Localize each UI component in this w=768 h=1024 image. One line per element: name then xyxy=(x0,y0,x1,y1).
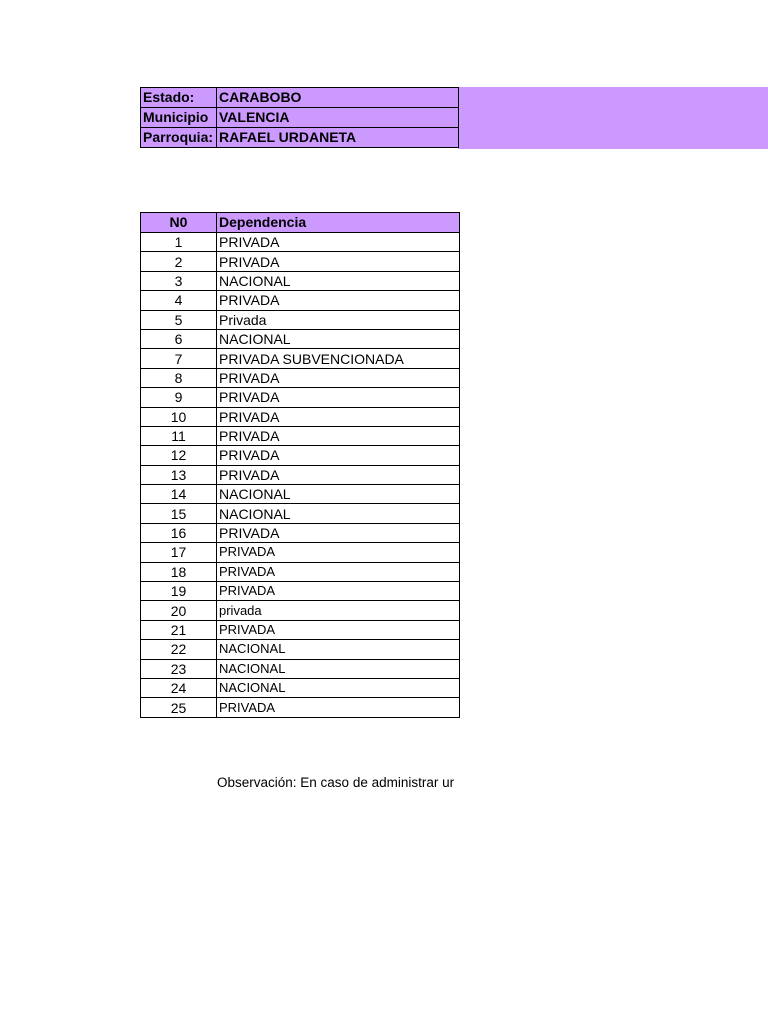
row-number: 12 xyxy=(141,446,217,465)
row-dependencia: PRIVADA xyxy=(217,407,460,426)
table-row xyxy=(141,446,460,465)
row-dependencia: NACIONAL xyxy=(217,640,460,659)
table-row xyxy=(141,291,460,310)
municipio-label: Municipio xyxy=(141,108,217,128)
parroquia-row xyxy=(141,128,459,148)
row-dependencia: PRIVADA xyxy=(217,543,460,562)
row-dependencia: NACIONAL xyxy=(217,485,460,504)
table-row xyxy=(141,523,460,542)
estado-value: CARABOBO xyxy=(217,88,459,108)
row-number: 13 xyxy=(141,465,217,484)
row-number: 5 xyxy=(141,310,217,329)
row-number: 11 xyxy=(141,426,217,445)
municipio-row xyxy=(141,108,459,128)
table-row xyxy=(141,678,460,697)
location-header-table xyxy=(140,87,459,148)
estado-label: Estado: xyxy=(141,88,217,108)
estado-row xyxy=(141,88,459,108)
row-number: 25 xyxy=(141,698,217,717)
row-number: 15 xyxy=(141,504,217,523)
row-number: 22 xyxy=(141,640,217,659)
table-row xyxy=(141,582,460,601)
table-row xyxy=(141,271,460,290)
row-number: 16 xyxy=(141,523,217,542)
row-number: 6 xyxy=(141,329,217,348)
row-dependencia: PRIVADA xyxy=(217,562,460,581)
row-number: 21 xyxy=(141,620,217,639)
table-header-row xyxy=(141,213,460,233)
table-row xyxy=(141,640,460,659)
row-dependencia: PRIVADA xyxy=(217,388,460,407)
row-number: 8 xyxy=(141,368,217,387)
row-dependencia: NACIONAL xyxy=(217,271,460,290)
row-number: 24 xyxy=(141,678,217,697)
row-number: 17 xyxy=(141,543,217,562)
row-number: 20 xyxy=(141,601,217,620)
row-dependencia: PRIVADA xyxy=(217,426,460,445)
row-dependencia: PRIVADA xyxy=(217,291,460,310)
row-number: 19 xyxy=(141,582,217,601)
row-dependencia: Privada xyxy=(217,310,460,329)
table-row xyxy=(141,233,460,252)
row-dependencia: privada xyxy=(217,601,460,620)
row-dependencia: PRIVADA xyxy=(217,368,460,387)
row-number: 23 xyxy=(141,659,217,678)
table-row xyxy=(141,543,460,562)
row-dependencia: PRIVADA xyxy=(217,620,460,639)
parroquia-value: RAFAEL URDANETA xyxy=(217,128,459,148)
row-dependencia: PRIVADA xyxy=(217,698,460,717)
row-dependencia: PRIVADA xyxy=(217,523,460,542)
table-row xyxy=(141,465,460,484)
column-header-number: N0 xyxy=(141,213,217,233)
table-row xyxy=(141,659,460,678)
table-row xyxy=(141,485,460,504)
table-row xyxy=(141,329,460,348)
table-row xyxy=(141,620,460,639)
row-dependencia: NACIONAL xyxy=(217,659,460,678)
table-row xyxy=(141,407,460,426)
table-row xyxy=(141,504,460,523)
row-number: 10 xyxy=(141,407,217,426)
row-number: 3 xyxy=(141,271,217,290)
row-dependencia: PRIVADA xyxy=(217,465,460,484)
dependencia-table xyxy=(140,212,460,718)
observation-note: Observación: En caso de administrar ur xyxy=(217,775,455,790)
row-dependencia: PRIVADA xyxy=(217,252,460,271)
row-number: 9 xyxy=(141,388,217,407)
row-number: 18 xyxy=(141,562,217,581)
municipio-value: VALENCIA xyxy=(217,108,459,128)
table-row xyxy=(141,252,460,271)
row-number: 1 xyxy=(141,233,217,252)
table-row xyxy=(141,601,460,620)
table-row xyxy=(141,426,460,445)
row-dependencia: PRIVADA xyxy=(217,582,460,601)
table-row xyxy=(141,698,460,717)
row-number: 7 xyxy=(141,349,217,368)
table-row xyxy=(141,349,460,368)
row-dependencia: PRIVADA SUBVENCIONADA xyxy=(217,349,460,368)
row-dependencia: NACIONAL xyxy=(217,504,460,523)
table-row xyxy=(141,368,460,387)
row-dependencia: PRIVADA xyxy=(217,233,460,252)
parroquia-label: Parroquia: xyxy=(141,128,217,148)
table-row xyxy=(141,310,460,329)
row-number: 2 xyxy=(141,252,217,271)
header-band-fill xyxy=(458,87,768,149)
table-row xyxy=(141,562,460,581)
row-dependencia: NACIONAL xyxy=(217,329,460,348)
row-number: 4 xyxy=(141,291,217,310)
row-dependencia: NACIONAL xyxy=(217,678,460,697)
row-dependencia: PRIVADA xyxy=(217,446,460,465)
table-row xyxy=(141,388,460,407)
column-header-dependencia: Dependencia xyxy=(217,213,460,233)
row-number: 14 xyxy=(141,485,217,504)
